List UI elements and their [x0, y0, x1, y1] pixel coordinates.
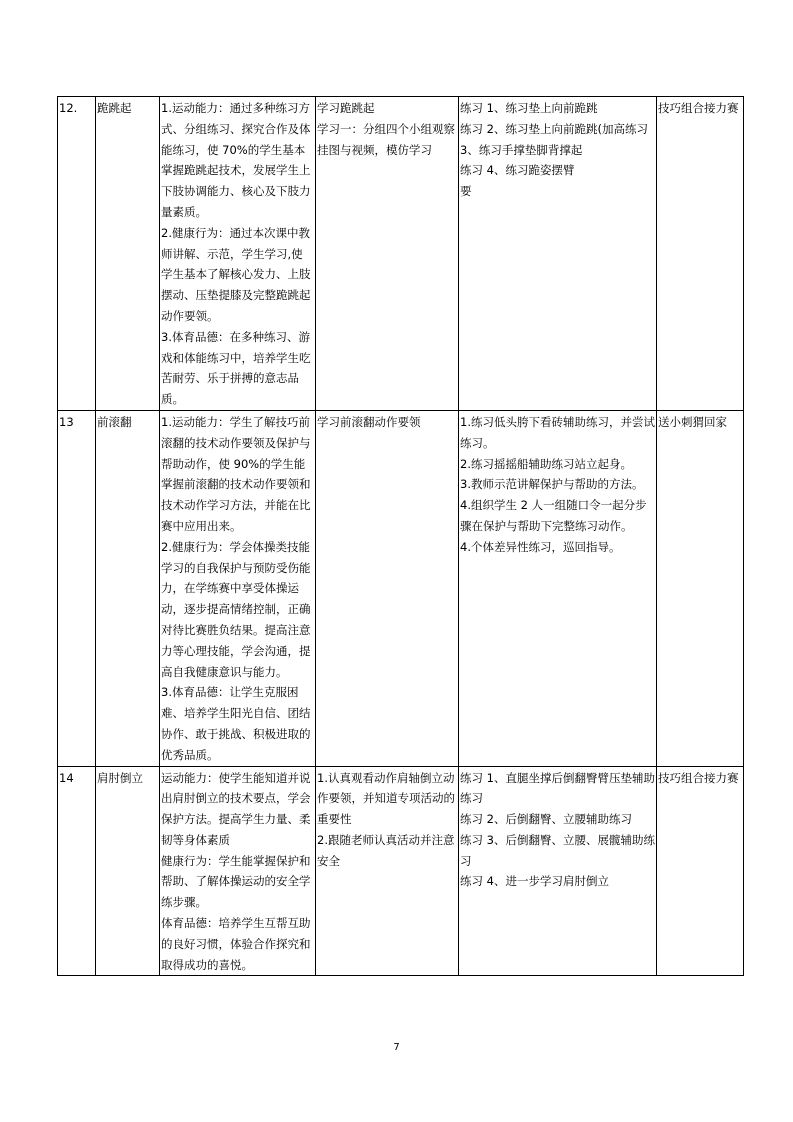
- lesson-name: 前滚翻: [96, 410, 160, 766]
- exercise-item: 练习 1、练习垫上向前跪跳: [460, 101, 598, 115]
- lesson-number: 14: [58, 766, 96, 976]
- exercise-item: 3、练习手撑垫脚背撑起: [460, 142, 583, 157]
- table-row: [58, 97, 744, 411]
- lesson-content: [316, 410, 459, 766]
- objective-item: 3.体育品德：让学生克服困难、培养学生阳光自信、团结协作、敢于挑战、积极进取的优秀品质。: [161, 685, 311, 762]
- exercise-item: 练习 2、后倒翻臀、立腰辅助练习: [460, 812, 632, 827]
- exercise-item: 3.教师示范讲解保护与帮助的方法。: [460, 477, 644, 492]
- objective-item: 1.运动能力：通过多种练习方式、分组练习、探究合作及体能练习，使 70%的学生基本掌握跪跳起技术，发展学生上下肢协调能力、核心及下肢力量素质。: [161, 101, 311, 219]
- exercise-item: 要: [460, 184, 472, 199]
- lesson-exercises: [459, 97, 657, 411]
- lesson-plan-table: [57, 96, 744, 976]
- exercise-item: 1.练习低头胯下看砖辅助练习，并尝试练习。: [460, 414, 655, 450]
- objective-item: 3.体育品德：在多种练习、游戏和体能练习中，培养学生吃苦耐劳、乐于拼搏的意志品质。: [161, 329, 311, 407]
- objective-item: 2.健康行为：通过本次课中教师讲解、示范，学生学习,使学生基本了解核心发力、上肢摆动、压垫提膝及完整跪跳起动作要领。: [161, 225, 311, 323]
- lesson-number: 12.: [58, 97, 96, 411]
- objective-item: 2.健康行为：学会体操类技能学习的自我保护与预防受伤能力，在学练赛中享受体操运动，逐步提高情绪控制，正确对待比赛胜负结果。提高注意力等心理技能，学会沟通，提高自我健康意识与能力。: [161, 539, 311, 679]
- objective-item: 1.运动能力：学生了解技巧前滚翻的技术动作要领及保护与帮助动作，使 90%的学生能掌握前滚翻的技术动作要领和技术动作学习方法，并能在比赛中应用出来。: [161, 414, 311, 533]
- lesson-objectives: [160, 410, 316, 766]
- exercise-item: 2.练习摇摇船辅助练习站立起身。: [460, 456, 632, 471]
- exercise-item: 练习 4、进一步学习肩肘倒立: [460, 874, 609, 889]
- objective-item: 健康行为：学生能掌握保护和帮助、了解体操运动的安全学练步骤。: [161, 853, 311, 910]
- lesson-name: 肩肘倒立: [96, 766, 160, 976]
- lesson-objectives: [160, 766, 316, 976]
- lesson-activity: 技巧组合接力赛: [657, 766, 744, 976]
- content-item: 1.认真观看动作肩轴倒立动作要领，并知道专项活动的重要性: [317, 770, 455, 827]
- exercise-item: 4.个体差异性练习，巡回指导。: [460, 539, 621, 554]
- exercise-item: 练习 4、练习跪姿摆臂: [460, 163, 575, 178]
- lesson-activity: 技巧组合接力赛: [657, 97, 744, 411]
- lesson-name: 跪跳起: [96, 97, 160, 411]
- exercise-item: 练习 3、后倒翻臀、立腰、展髋辅助练习: [460, 832, 655, 868]
- objective-item: 运动能力：使学生能知道并说出肩肘倒立的技术要点，学会保护方法。提高学生力量、柔韧等身体素质: [161, 770, 311, 847]
- content-item: 学习一：分组四个小组观察挂图与视频，模仿学习: [317, 121, 455, 157]
- exercise-item: 练习 1、直腿坐撑后倒翻臀臂压垫辅助练习: [460, 770, 655, 806]
- table-row: [58, 766, 744, 976]
- lesson-activity: 送小刺猬回家: [657, 410, 744, 766]
- page-number: 7: [393, 1042, 400, 1053]
- lesson-exercises: [459, 410, 657, 766]
- content-item: 2.跟随老师认真活动并注意安全: [317, 832, 455, 868]
- table-row: [58, 410, 744, 766]
- lesson-content: [316, 766, 459, 976]
- exercise-item: 4.组织学生 2 人一组随口令一起分步骤在保护与帮助下完整练习动作。: [460, 498, 647, 533]
- lesson-number: 13: [58, 410, 96, 766]
- objective-item: 体育品德：培养学生互帮互助的良好习惯，体验合作探究和取得成功的喜悦。: [161, 916, 311, 972]
- lesson-content: [316, 97, 459, 411]
- lesson-exercises: [459, 766, 657, 976]
- exercise-item: 练习 2、练习垫上向前跪跳(加高练习: [460, 121, 648, 136]
- lesson-objectives: [160, 97, 316, 411]
- content-item: 学习跪跳起: [317, 101, 375, 115]
- content-item: 学习前滚翻动作要领: [317, 414, 421, 429]
